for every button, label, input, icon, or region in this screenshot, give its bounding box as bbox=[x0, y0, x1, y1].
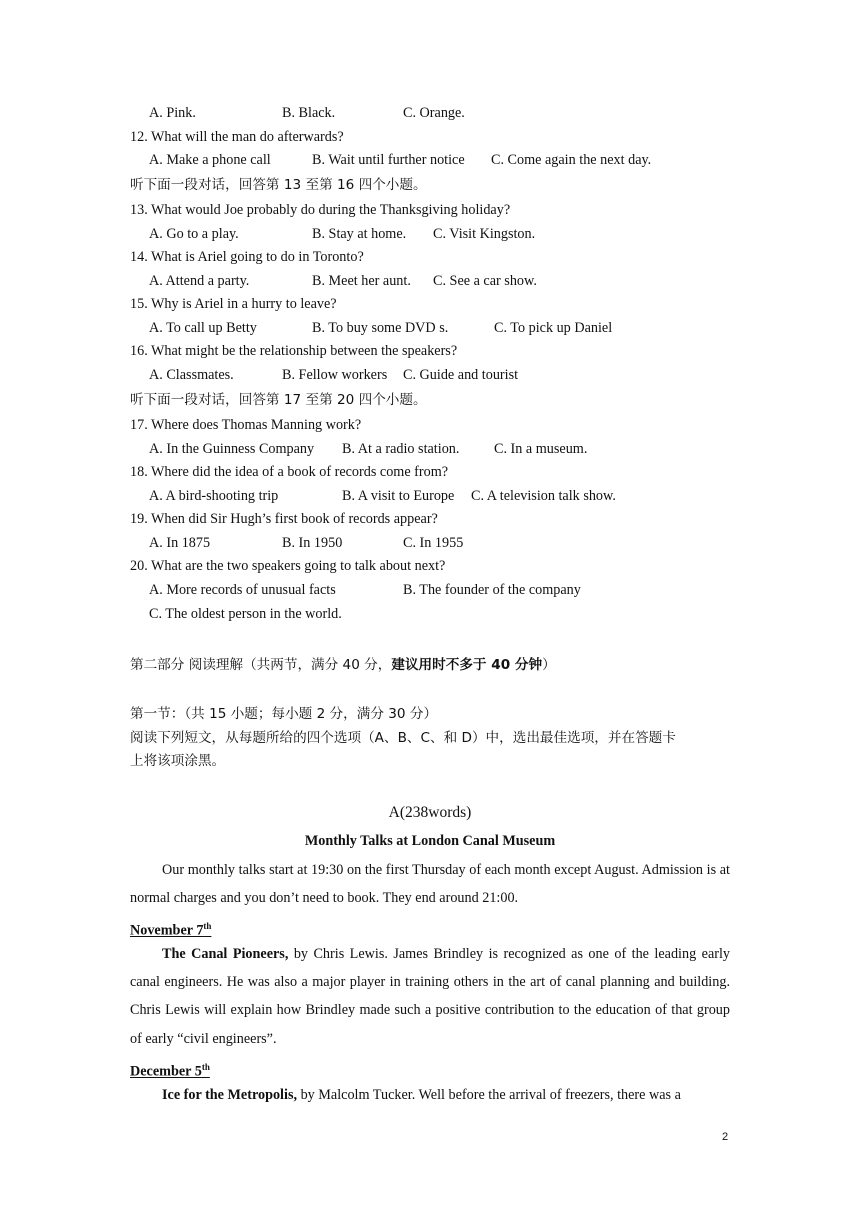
talk2-title: Ice for the Metropolis, bbox=[162, 1087, 298, 1103]
part2-title bbox=[130, 656, 556, 674]
passage-label: A(238words) bbox=[388, 804, 472, 821]
q13-option-a: A. Go to a play. bbox=[149, 226, 239, 242]
talk1-title: The Canal Pioneers, bbox=[162, 946, 289, 962]
q18-option-c: C. A television talk show. bbox=[471, 488, 616, 504]
page-number: 2 bbox=[722, 1131, 729, 1143]
q11-option-a: A. Pink. bbox=[149, 105, 196, 121]
q15-option-a: A. To call up Betty bbox=[149, 320, 257, 336]
q20-option-c: C. The oldest person in the world. bbox=[149, 606, 342, 622]
q17-option-c: C. In a museum. bbox=[494, 441, 588, 457]
instruction-13-16: 听下面一段对话，回答第 13 至第 16 四个小题。 bbox=[130, 177, 427, 193]
q15-question: 15. Why is Ariel in a hurry to leave? bbox=[130, 296, 337, 312]
date-heading-december bbox=[130, 1058, 210, 1081]
q12-question: 12. What will the man do afterwards? bbox=[130, 129, 344, 145]
q20-option-a: A. More records of unusual facts bbox=[149, 582, 336, 598]
q19-option-b: B. In 1950 bbox=[282, 535, 343, 551]
instruction-17-20: 听下面一段对话，回答第 17 至第 20 四个小题。 bbox=[130, 392, 427, 408]
q15-option-b: B. To buy some DVD s. bbox=[312, 320, 449, 336]
talk1-paragraph bbox=[130, 940, 730, 1053]
q14-option-a: A. Attend a party. bbox=[149, 273, 250, 289]
q13-question: 13. What would Joe probably do during the Thanksgiving holiday? bbox=[130, 202, 511, 218]
passage-title: Monthly Talks at London Canal Museum bbox=[304, 833, 556, 849]
q14-option-c: C. See a car show. bbox=[433, 273, 537, 289]
q20-option-b: B. The founder of the company bbox=[403, 582, 581, 598]
q14-option-b: B. Meet her aunt. bbox=[312, 273, 411, 289]
q12-option-c: C. Come again the next day. bbox=[491, 152, 652, 168]
q16-option-a: A. Classmates. bbox=[149, 367, 234, 383]
q16-option-c: C. Guide and tourist bbox=[403, 367, 519, 383]
q17-option-b: B. At a radio station. bbox=[342, 441, 460, 457]
section1-instruction-line1: 阅读下列短文，从每题所给的四个选项（A、B、C、和 D）中，选出最佳选项，并在答题卡 bbox=[130, 730, 676, 746]
q12-option-b: B. Wait until further notice bbox=[312, 152, 465, 168]
q15-option-c: C. To pick up Daniel bbox=[494, 320, 613, 336]
q11-option-c: C. Orange. bbox=[403, 105, 465, 121]
q13-option-b: B. Stay at home. bbox=[312, 226, 407, 242]
talk2-paragraph bbox=[130, 1081, 730, 1109]
passage-intro: Our monthly talks start at 19:30 on the first Thursday of each month except August. Admission is at normal charges and you don’t need to book. They end around 21:00. bbox=[130, 862, 730, 907]
q19-question: 19. When did Sir Hugh’s first book of records appear? bbox=[130, 511, 438, 527]
q13-option-c: C. Visit Kingston. bbox=[433, 226, 536, 242]
q11-option-b: B. Black. bbox=[282, 105, 336, 121]
q18-option-a: A. A bird-shooting trip bbox=[149, 488, 279, 504]
q12-option-a: A. Make a phone call bbox=[149, 152, 271, 168]
section1-instruction-line2: 上将该项涂黑。 bbox=[130, 753, 226, 769]
q19-option-c: C. In 1955 bbox=[403, 535, 464, 551]
date-heading-november-sup: th bbox=[203, 921, 212, 931]
date-heading-november bbox=[130, 917, 211, 940]
q14-question: 14. What is Ariel going to do in Toronto? bbox=[130, 249, 364, 265]
section1-title: 第一节：（共 15 小题；每小题 2 分，满分 30 分） bbox=[130, 706, 438, 722]
date-heading-december-sup: th bbox=[201, 1062, 210, 1072]
q17-question: 17. Where does Thomas Manning work? bbox=[130, 417, 362, 433]
part2-title-end: ） bbox=[542, 657, 556, 673]
q17-option-a: A. In the Guinness Company bbox=[149, 441, 315, 457]
q18-question: 18. Where did the idea of a book of records come from? bbox=[130, 464, 449, 480]
q16-option-b: B. Fellow workers bbox=[282, 367, 388, 383]
part2-title-plain: 第二部分 阅读理解（共两节，满分 40 分， bbox=[130, 657, 392, 673]
talk1-text: by Chris Lewis. James Brindley is recognized as one of the leading early canal engineers. He was also a major player in training others in the art of canal planning and building. Chris Lewis will explain how Brindley made such a positive contribution to the education of that group of early “civil engineers”. bbox=[130, 946, 730, 1047]
q18-option-b: B. A visit to Europe bbox=[342, 488, 455, 504]
q20-question: 20. What are the two speakers going to talk about next? bbox=[130, 558, 446, 574]
q16-question: 16. What might be the relationship between the speakers? bbox=[130, 343, 458, 359]
q19-option-a: A. In 1875 bbox=[149, 535, 211, 551]
date-heading-december-text: December 5 bbox=[130, 1063, 202, 1080]
date-heading-november-text: November 7 bbox=[130, 922, 204, 939]
part2-title-bold: 建议用时不多于 40 分钟 bbox=[391, 657, 543, 673]
talk2-text: by Malcolm Tucker. Well before the arrival of freezers, there was a bbox=[297, 1087, 681, 1103]
